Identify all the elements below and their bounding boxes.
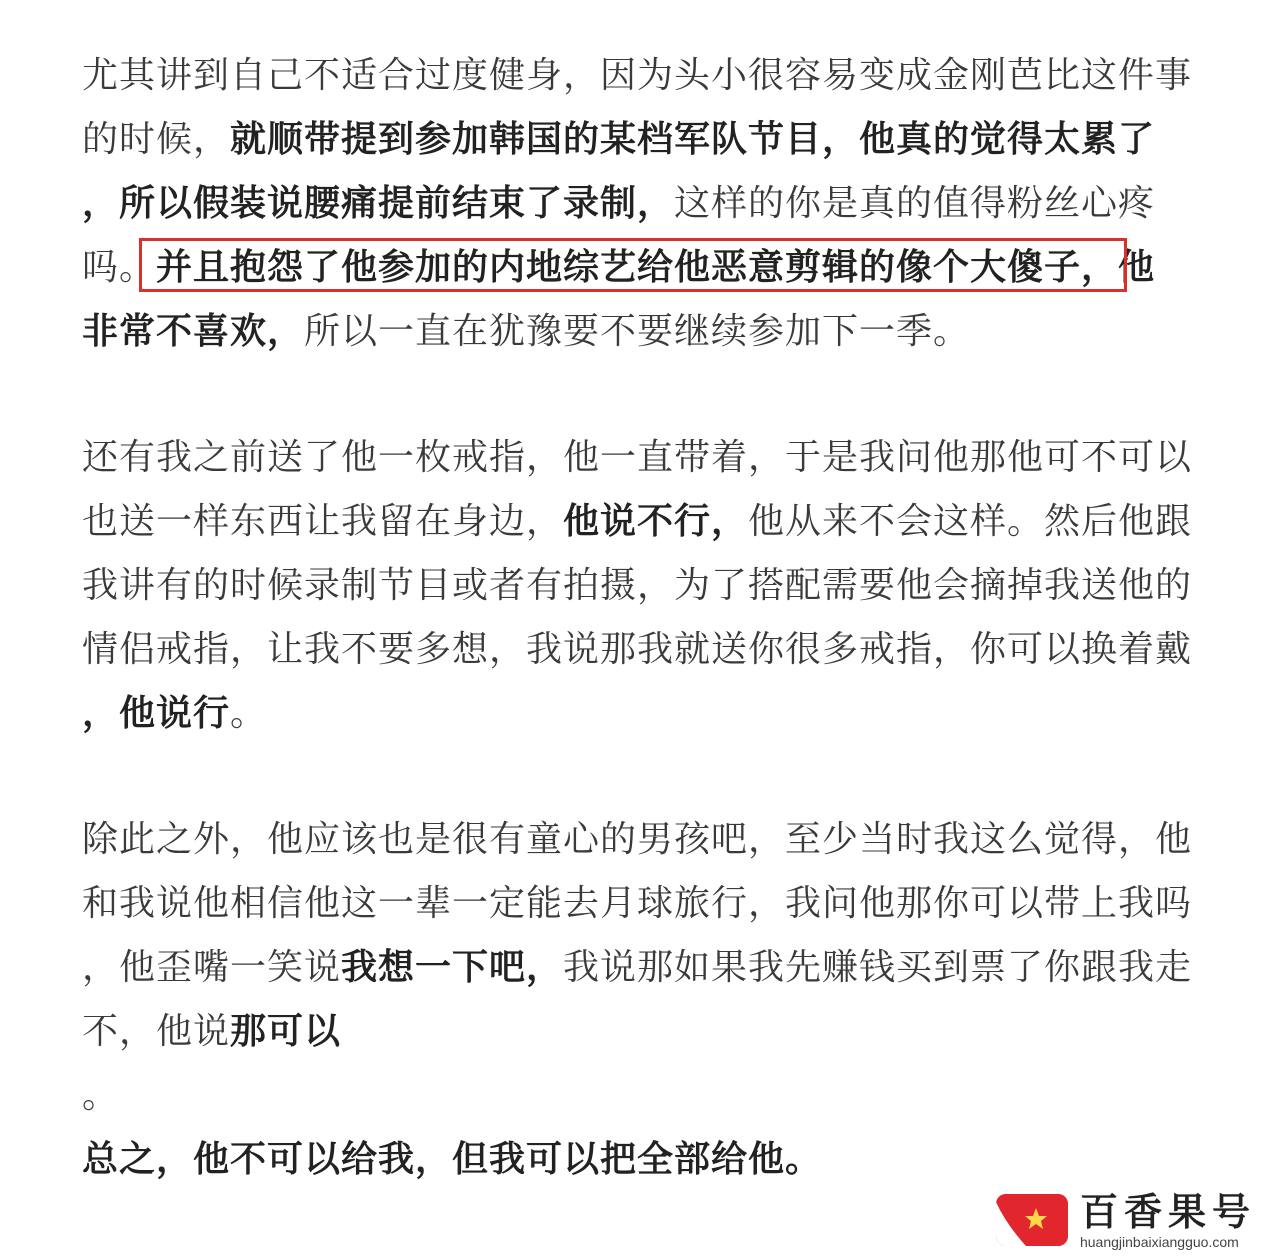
highlighted-bold-text: 并且抱怨了他参加的内地综艺给他恶意剪辑的像个大傻子，他: [156, 247, 1156, 288]
text: 的时候，: [82, 119, 231, 160]
text-line: [82, 872, 1192, 936]
text: ，他歪嘴一笑说: [82, 947, 342, 988]
text-line: [82, 554, 1192, 618]
watermark: [996, 1190, 1256, 1250]
text: 所以一直在犹豫要不要继续参加下一季。: [304, 311, 971, 352]
text-line: [82, 172, 1192, 236]
watermark-text: [1080, 1190, 1256, 1250]
text-line: [82, 490, 1192, 554]
text: 不，他说: [82, 1011, 231, 1052]
text-line: [82, 44, 1192, 108]
bold-text: 他说不行，: [563, 501, 749, 542]
bold-text: 那可以: [230, 1011, 342, 1052]
bold-text: ，他说行: [82, 693, 231, 734]
text-line: [82, 1064, 1192, 1128]
text: 我说那如果我先赚钱买到票了你跟我走: [563, 947, 1193, 988]
text: 除此之外，他应该也是很有童心的男孩吧，至少当时我这么觉得，他: [82, 819, 1193, 860]
watermark-domain: huangjinbaixiangguo.com: [1079, 1234, 1239, 1250]
text-line: [82, 618, 1192, 682]
conclusion-line: [82, 1128, 1192, 1192]
text: 也送一样东西让我留在身边，: [82, 501, 564, 542]
text: 还有我之前送了他一枚戒指，他一直带着，于是我问他那他可不可以: [82, 437, 1193, 478]
text: 。: [230, 693, 268, 734]
text: 这样的你是真的值得粉丝心疼: [674, 183, 1156, 224]
watermark-title: 百香果号: [1079, 1190, 1256, 1234]
text-line: [82, 300, 1192, 364]
paragraph-gap: [82, 746, 1192, 808]
text: 我讲有的时候录制节目或者有拍摄，为了搭配需要他会摘掉我送他的: [82, 565, 1193, 606]
text: 情侣戒指，让我不要多想，我说那我就送你很多戒指，你可以换着戴: [82, 629, 1193, 670]
text-line: [82, 936, 1192, 1000]
text-line: [82, 1000, 1192, 1064]
text-line: [82, 808, 1192, 872]
text-line: [82, 236, 1192, 300]
text: 和我说他相信他这一辈一定能去月球旅行，我问他那你可以带上我吗: [82, 883, 1193, 924]
text: 吗。: [82, 247, 157, 288]
paragraph-gap: [82, 364, 1192, 426]
bold-text: 非常不喜欢，: [82, 311, 305, 352]
article-body: [82, 44, 1192, 1192]
bold-text: 我想一下吧，: [341, 947, 564, 988]
text-line: [82, 108, 1192, 172]
bold-text: ，所以假装说腰痛提前结束了录制，: [82, 183, 675, 224]
text-line: [82, 426, 1192, 490]
brand-logo-icon: [996, 1194, 1068, 1246]
bold-text: 就顺带提到参加韩国的某档军队节目，他真的觉得太累了: [230, 119, 1156, 160]
text: 他从来不会这样。然后他跟: [748, 501, 1193, 542]
text: 。: [82, 1075, 120, 1116]
text: 尤其讲到自己不适合过度健身，因为头小很容易变成金刚芭比这件事: [82, 55, 1193, 96]
conclusion-text: 总之，他不可以给我，但我可以把全部给他。: [82, 1139, 823, 1180]
text-line: [82, 682, 1192, 746]
